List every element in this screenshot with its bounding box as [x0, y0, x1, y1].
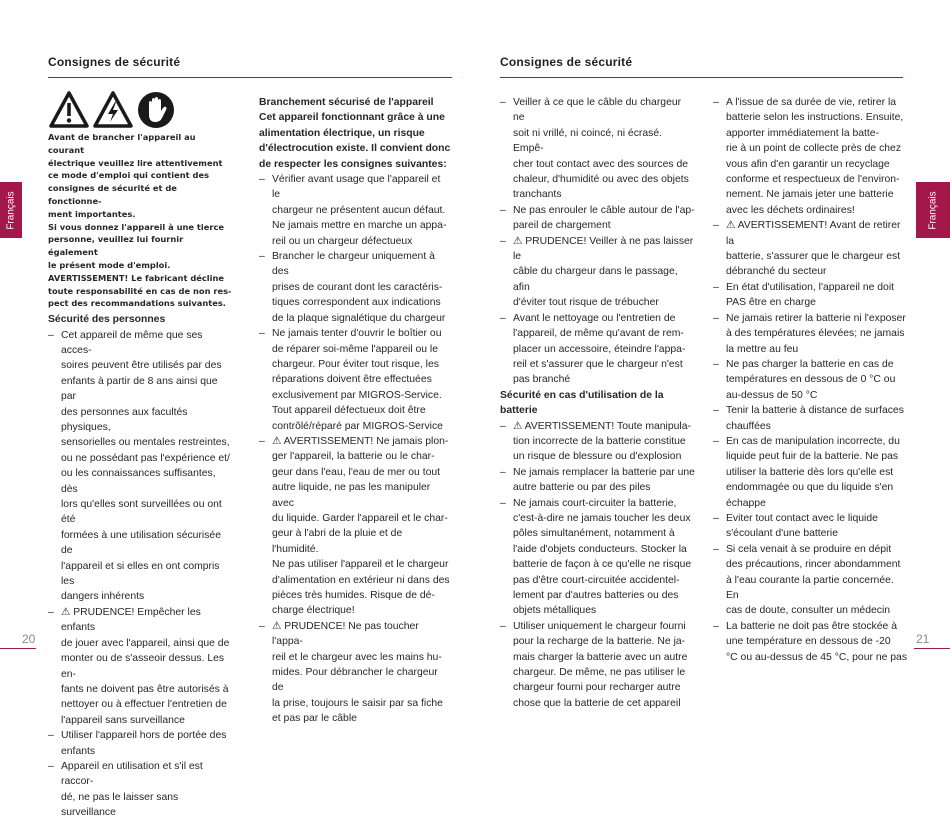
text-line: chargeur. Pour éviter tout risque, les	[272, 358, 439, 370]
text-line: et pas par le câble	[272, 713, 357, 725]
left-column-1	[48, 131, 233, 821]
text-line: la prise, toujours le saisir par sa fiche	[272, 697, 443, 709]
text-line: ou ne possédant pas l'expérience et/	[61, 452, 230, 464]
right-page-number: 21	[916, 632, 930, 646]
right-header-rule	[500, 77, 903, 78]
text-line: chargeur fourni pour recharger autre	[513, 682, 681, 694]
text-line: alimentation électrique, un risque	[259, 127, 425, 139]
bullet-dash: –	[713, 405, 719, 417]
text-line: cas de doute, consulter un médecin	[726, 605, 891, 617]
col3b-list	[500, 419, 695, 712]
text-line: Utiliser uniquement le chargeur fourni	[513, 620, 686, 632]
list-item	[713, 311, 908, 357]
text-line: pièces très humides. Risque de dé-	[272, 590, 435, 601]
text-line: l'appareil sans surveillance	[61, 714, 185, 726]
text-line: En état d'utilisation, l'appareil ne doit	[726, 281, 895, 293]
text-line: c'est-à-dire ne jamais toucher les deux	[513, 512, 691, 524]
bullet-dash: –	[500, 312, 506, 324]
bullet-dash: –	[713, 358, 719, 370]
text-line: mais charger la batterie avec un autre	[513, 651, 688, 663]
text-line: avec les déchets ordinaires!	[726, 204, 855, 216]
text-line: Avant de brancher l'appareil au courant	[48, 132, 196, 155]
col1-list	[48, 328, 233, 821]
text-line: ⚠ AVERTISSEMENT! Avant de retirer la	[726, 220, 901, 247]
right-column-2	[713, 95, 908, 665]
text-line: pas d'être court-circuitée accidentel-	[513, 574, 680, 586]
text-line: Eviter tout contact avec le liquide	[726, 512, 878, 524]
list-item	[500, 234, 695, 311]
text-line: mides. Pour débrancher le chargeur de	[272, 667, 438, 694]
text-line: des précautions, rincer abondamment	[726, 559, 901, 571]
text-line: Ne jamais mettre en marche un appa-	[272, 220, 447, 232]
text-line: geur à l'abri de la pluie et de l'humidité.	[272, 528, 403, 555]
text-line: monter ou de s'asseoir dessus. Les en-	[61, 653, 225, 680]
list-item	[713, 95, 908, 218]
bullet-dash: –	[713, 97, 719, 108]
text-line: câble du chargeur dans le passage, afin	[513, 266, 678, 293]
text-line: des personnes aux facultés physiques,	[61, 406, 188, 433]
left-language-tab-label: Français	[5, 190, 17, 230]
text-line: AVERTISSEMENT! Le fabricant décline	[48, 272, 225, 283]
list-item	[259, 249, 451, 326]
text-line: conforme et respectueux de l'environ-	[726, 174, 900, 186]
text-line: exclusivement par MIGROS-Service.	[272, 389, 442, 401]
bullet-dash: –	[713, 220, 719, 232]
list-item	[500, 203, 695, 234]
list-item	[713, 280, 908, 311]
bullet-dash: –	[713, 281, 719, 293]
list-item	[713, 218, 908, 280]
text-line: ⚠ PRUDENCE! Ne pas toucher l'appa-	[272, 620, 419, 648]
text-line: températures en dessous de 0 °C ou	[726, 374, 896, 386]
text-line: batterie selon les instructions. Ensuite,	[726, 112, 904, 124]
safety-icons	[49, 91, 175, 131]
text-line: batterie, s'assurer que le chargeur est	[726, 251, 901, 263]
list-item	[500, 496, 695, 619]
text-line: tion incorrecte de la batterie constitue	[513, 435, 686, 447]
bullet-dash: –	[500, 97, 506, 108]
text-line: à l'eau courante la partie concernée. En	[726, 574, 894, 601]
list-item	[713, 542, 908, 619]
list-item	[713, 357, 908, 403]
text-line: de la plaque signalétique du chargeur	[272, 312, 446, 324]
text-line: liquide peut fuir de la batterie. Ne pas	[726, 451, 899, 463]
text-line: rie à un point de collecte près de chez	[726, 143, 902, 155]
col1-heading: Sécurité des personnes	[48, 314, 166, 326]
text-line: nettoyer ou à effectuer l'entretien de	[61, 699, 227, 711]
bullet-dash: –	[259, 328, 265, 340]
text-line: dé, ne pas le laisser sans surveillance	[61, 791, 179, 819]
text-line: pect des recommandations suivantes.	[48, 298, 226, 309]
text-line: chaleur, d'humidité ou avec des objets	[513, 174, 689, 186]
text-line: de jouer avec l'appareil, ainsi que de	[61, 637, 230, 649]
text-line: tiques correspondent aux indications	[272, 297, 441, 309]
text-line: au-dessus de 50 °C	[726, 389, 818, 401]
text-line: pôles simultanément, notamment à	[513, 528, 675, 540]
text-line: lement par d'autres batteries ou des	[513, 590, 679, 601]
text-line: électrique veuillez lire attentivement	[48, 157, 223, 168]
list-item	[259, 619, 451, 727]
text-line: d'électrocution existe. Il convient donc	[259, 143, 451, 155]
text-line: utiliser la batterie dès lors qu'elle est	[726, 466, 894, 478]
text-line: soires peuvent être utilisés par des	[61, 360, 222, 372]
text-line: ger l'appareil, la batterie ou le char-	[272, 451, 435, 463]
text-line: pour la recharge de la batterie. Ne ja-	[513, 636, 686, 648]
right-page-title: Consignes de sécurité	[500, 55, 633, 69]
text-line: chose que la batterie de cet appareil	[513, 697, 681, 709]
text-line: Utiliser l'appareil hors de portée des	[61, 730, 227, 742]
text-line: Veiller à ce que le câble du chargeur ne	[513, 97, 682, 124]
text-line: Ne jamais remplacer la batterie par une	[513, 466, 695, 478]
list-item	[259, 326, 451, 434]
left-language-tab	[0, 182, 22, 238]
text-line: Tout appareil défectueux doit être	[272, 405, 426, 417]
list-item	[259, 434, 451, 619]
text-line: d'alimentation en extérieur ni dans des	[272, 574, 450, 586]
text-line: Ne jamais tenter d'ouvrir le boîtier ou	[272, 328, 442, 340]
text-line: soit ni vrillé, ni coincé, ni écrasé. Empê-	[513, 127, 662, 155]
bullet-dash: –	[713, 620, 719, 632]
bullet-dash: –	[500, 420, 506, 432]
col2-heading	[259, 95, 451, 172]
text-line: A l'issue de sa durée de vie, retirer la	[726, 97, 897, 108]
text-line: Cet appareil fonctionnant grâce à une	[259, 112, 445, 124]
hand-stop-icon	[137, 91, 175, 129]
right-column-1	[500, 95, 695, 711]
bullet-dash: –	[48, 760, 54, 772]
text-line: l'aide d'objets conducteurs. Stocker la	[513, 543, 687, 555]
warning-triangle-icon	[49, 91, 89, 129]
text-line: Ne jamais retirer la batterie ni l'exposer	[726, 312, 906, 324]
left-bottom-rule	[0, 648, 36, 649]
text-line: Appareil en utilisation et s'il est raccor-	[61, 760, 203, 788]
intro-notice	[48, 131, 233, 310]
text-line: de respecter les consignes suivantes:	[259, 158, 447, 170]
text-line: pareil de chargement	[513, 220, 611, 232]
text-line: autre batterie ou par des piles	[513, 482, 651, 494]
bullet-dash: –	[713, 312, 719, 324]
text-line: Cet appareil de même que ses acces-	[61, 329, 203, 356]
text-line: Si cela venait à se produire en dépit	[726, 543, 892, 555]
text-line: de réparer soi-même l'appareil ou le	[272, 343, 439, 355]
text-line: Brancher le chargeur uniquement à des	[272, 251, 435, 278]
list-item	[48, 728, 233, 759]
text-line: autre liquide, ne pas les manipuler avec	[272, 482, 431, 509]
list-item	[500, 465, 695, 496]
bullet-dash: –	[500, 497, 506, 509]
text-line: chargeur ne présentent aucun défaut.	[272, 204, 446, 216]
text-line: La batterie ne doit pas être stockée à	[726, 620, 897, 632]
list-item	[500, 419, 695, 465]
text-line: formées à une utilisation sécurisée de	[61, 529, 221, 557]
text-line: Ne jamais court-circuiter la batterie,	[513, 497, 677, 509]
text-line: apporter immédiatement la batte-	[726, 127, 880, 139]
text-line: ce mode d'emploi qui contient des	[48, 170, 210, 181]
left-page-title: Consignes de sécurité	[48, 55, 181, 69]
left-header-rule	[48, 77, 452, 78]
bullet-dash: –	[500, 620, 506, 632]
bullet-dash: –	[48, 329, 54, 341]
text-line: échappe	[726, 497, 766, 509]
text-line: endommagée ou que du liquide s'en	[726, 482, 894, 494]
text-line: personne, veuillez lui fournir également	[48, 234, 184, 258]
list-item	[48, 759, 233, 821]
text-line: tranchants	[513, 189, 562, 201]
text-line: Branchement sécurisé de l'appareil	[259, 97, 434, 108]
list-item	[713, 619, 908, 665]
text-line: cher tout contact avec des sources de	[513, 158, 689, 170]
bullet-dash: –	[48, 730, 54, 742]
text-line: ment importantes.	[48, 208, 136, 219]
text-line: chargeur. De même, ne pas utiliser le	[513, 667, 686, 679]
text-line: ⚠ PRUDENCE! Veiller à ne pas laisser le	[513, 235, 694, 263]
text-line: l'appareil et si elles en ont compris les	[61, 560, 220, 588]
col2-list	[259, 172, 451, 727]
bullet-dash: –	[713, 543, 719, 555]
text-line: d'éviter tout risque de trébucher	[513, 297, 659, 309]
list-item	[500, 95, 695, 203]
text-line: Ne pas charger la batterie en cas de	[726, 358, 894, 370]
col4-list	[713, 95, 908, 665]
text-line: Tenir la batterie à distance de surfaces	[726, 405, 904, 417]
text-line: contrôlé/réparé par MIGROS-Service	[272, 420, 443, 432]
text-line: l'appareil, de même qu'avant de rem-	[513, 328, 684, 340]
list-item	[500, 619, 695, 711]
bullet-dash: –	[48, 606, 54, 618]
list-item	[713, 511, 908, 542]
text-line: nement. Ne jamais jeter une batterie	[726, 189, 894, 201]
text-line: Vérifier avant usage que l'appareil et le	[272, 174, 441, 201]
text-line: réparations doivent être effectuées	[272, 374, 432, 386]
text-line: pas branché	[513, 374, 571, 386]
list-item	[713, 403, 908, 434]
text-line: reil et s'assurer que le chargeur n'est	[513, 358, 683, 370]
text-line: la mettre au feu	[726, 343, 799, 355]
col3-heading: Sécurité en cas d'utilisation de la batterie	[500, 389, 664, 417]
right-bottom-rule	[914, 648, 950, 649]
bullet-dash: –	[500, 466, 506, 478]
col3-list	[500, 95, 695, 388]
text-line: le présent mode d'emploi.	[48, 259, 171, 270]
text-line: chauffées	[726, 420, 771, 432]
bullet-dash: –	[500, 235, 506, 247]
text-line: dangers inhérents	[61, 591, 145, 603]
text-line: ⚠ AVERTISSEMENT! Ne jamais plon-	[272, 435, 449, 447]
text-line: Ne pas enrouler le câble autour de l'ap-	[513, 204, 695, 216]
text-line: objets métalliques	[513, 605, 597, 617]
text-line: s'écoulant d'une batterie	[726, 528, 838, 540]
left-page-number: 20	[22, 632, 36, 646]
text-line: enfants	[61, 745, 96, 757]
text-line: consignes de sécurité et de fonctionne-	[48, 183, 177, 206]
text-line: geur dans l'eau, l'eau de mer ou tout	[272, 466, 441, 478]
bullet-dash: –	[500, 204, 506, 216]
bullet-dash: –	[259, 435, 265, 447]
list-item	[48, 328, 233, 605]
list-item	[259, 172, 451, 249]
text-line: enfants à partir de 8 ans ainsi que par	[61, 375, 218, 403]
text-line: débranché du secteur	[726, 266, 827, 278]
bullet-dash: –	[259, 620, 265, 632]
bullet-dash: –	[713, 512, 719, 524]
right-language-tab	[916, 182, 950, 238]
text-line: sensorielles ou mentales restreintes,	[61, 437, 230, 449]
list-item	[48, 605, 233, 728]
text-line: reil ou un chargeur défectueux	[272, 235, 413, 247]
text-line: °C ou au-dessus de 45 °C, pour ne pas	[726, 651, 908, 663]
bullet-dash: –	[259, 174, 265, 186]
text-line: toute responsabilité en cas de non res-	[48, 285, 232, 296]
bullet-dash: –	[713, 435, 719, 447]
text-line: du liquide. Garder l'appareil et le char-	[272, 512, 448, 524]
text-line: ⚠ PRUDENCE! Empêcher les enfants	[61, 606, 201, 634]
text-line: ⚠ AVERTISSEMENT! Toute manipula-	[513, 420, 691, 432]
text-line: reil et le chargeur avec les mains hu-	[272, 651, 442, 663]
list-item	[713, 434, 908, 511]
list-item	[500, 311, 695, 388]
text-line: vous afin d'en garantir un recyclage	[726, 158, 890, 170]
text-line: fants ne doivent pas être autorisés à	[61, 683, 229, 695]
text-line: ou les connaissances suffisantes, dès	[61, 468, 216, 495]
text-line: à des températures élevées; ne jamais	[726, 328, 905, 340]
text-line: lors qu'elles sont surveillées ou ont été	[61, 499, 222, 526]
text-line: En cas de manipulation incorrecte, du	[726, 435, 900, 447]
text-line: une température en dessous de -20	[726, 636, 891, 648]
text-line: PAS être en charge	[726, 297, 816, 309]
text-line: placer un accessoire, éteindre l'appa-	[513, 343, 686, 355]
text-line: prises de courant dont les caractéris-	[272, 281, 443, 293]
right-language-tab-label: Français	[927, 190, 939, 230]
text-line: Si vous donnez l'appareil à une tierce	[48, 221, 224, 232]
text-line: un risque de blessure ou d'explosion	[513, 451, 682, 463]
text-line: Ne pas utiliser l'appareil et le chargeur	[272, 559, 449, 571]
bullet-dash: –	[259, 251, 265, 263]
electric-shock-warning-icon	[93, 91, 133, 129]
left-column-2	[259, 95, 451, 727]
text-line: charge électrique!	[272, 605, 355, 617]
text-line: batterie de façon à ce qu'elle ne risque	[513, 559, 692, 571]
text-line: Avant le nettoyage ou l'entretien de	[513, 312, 676, 324]
